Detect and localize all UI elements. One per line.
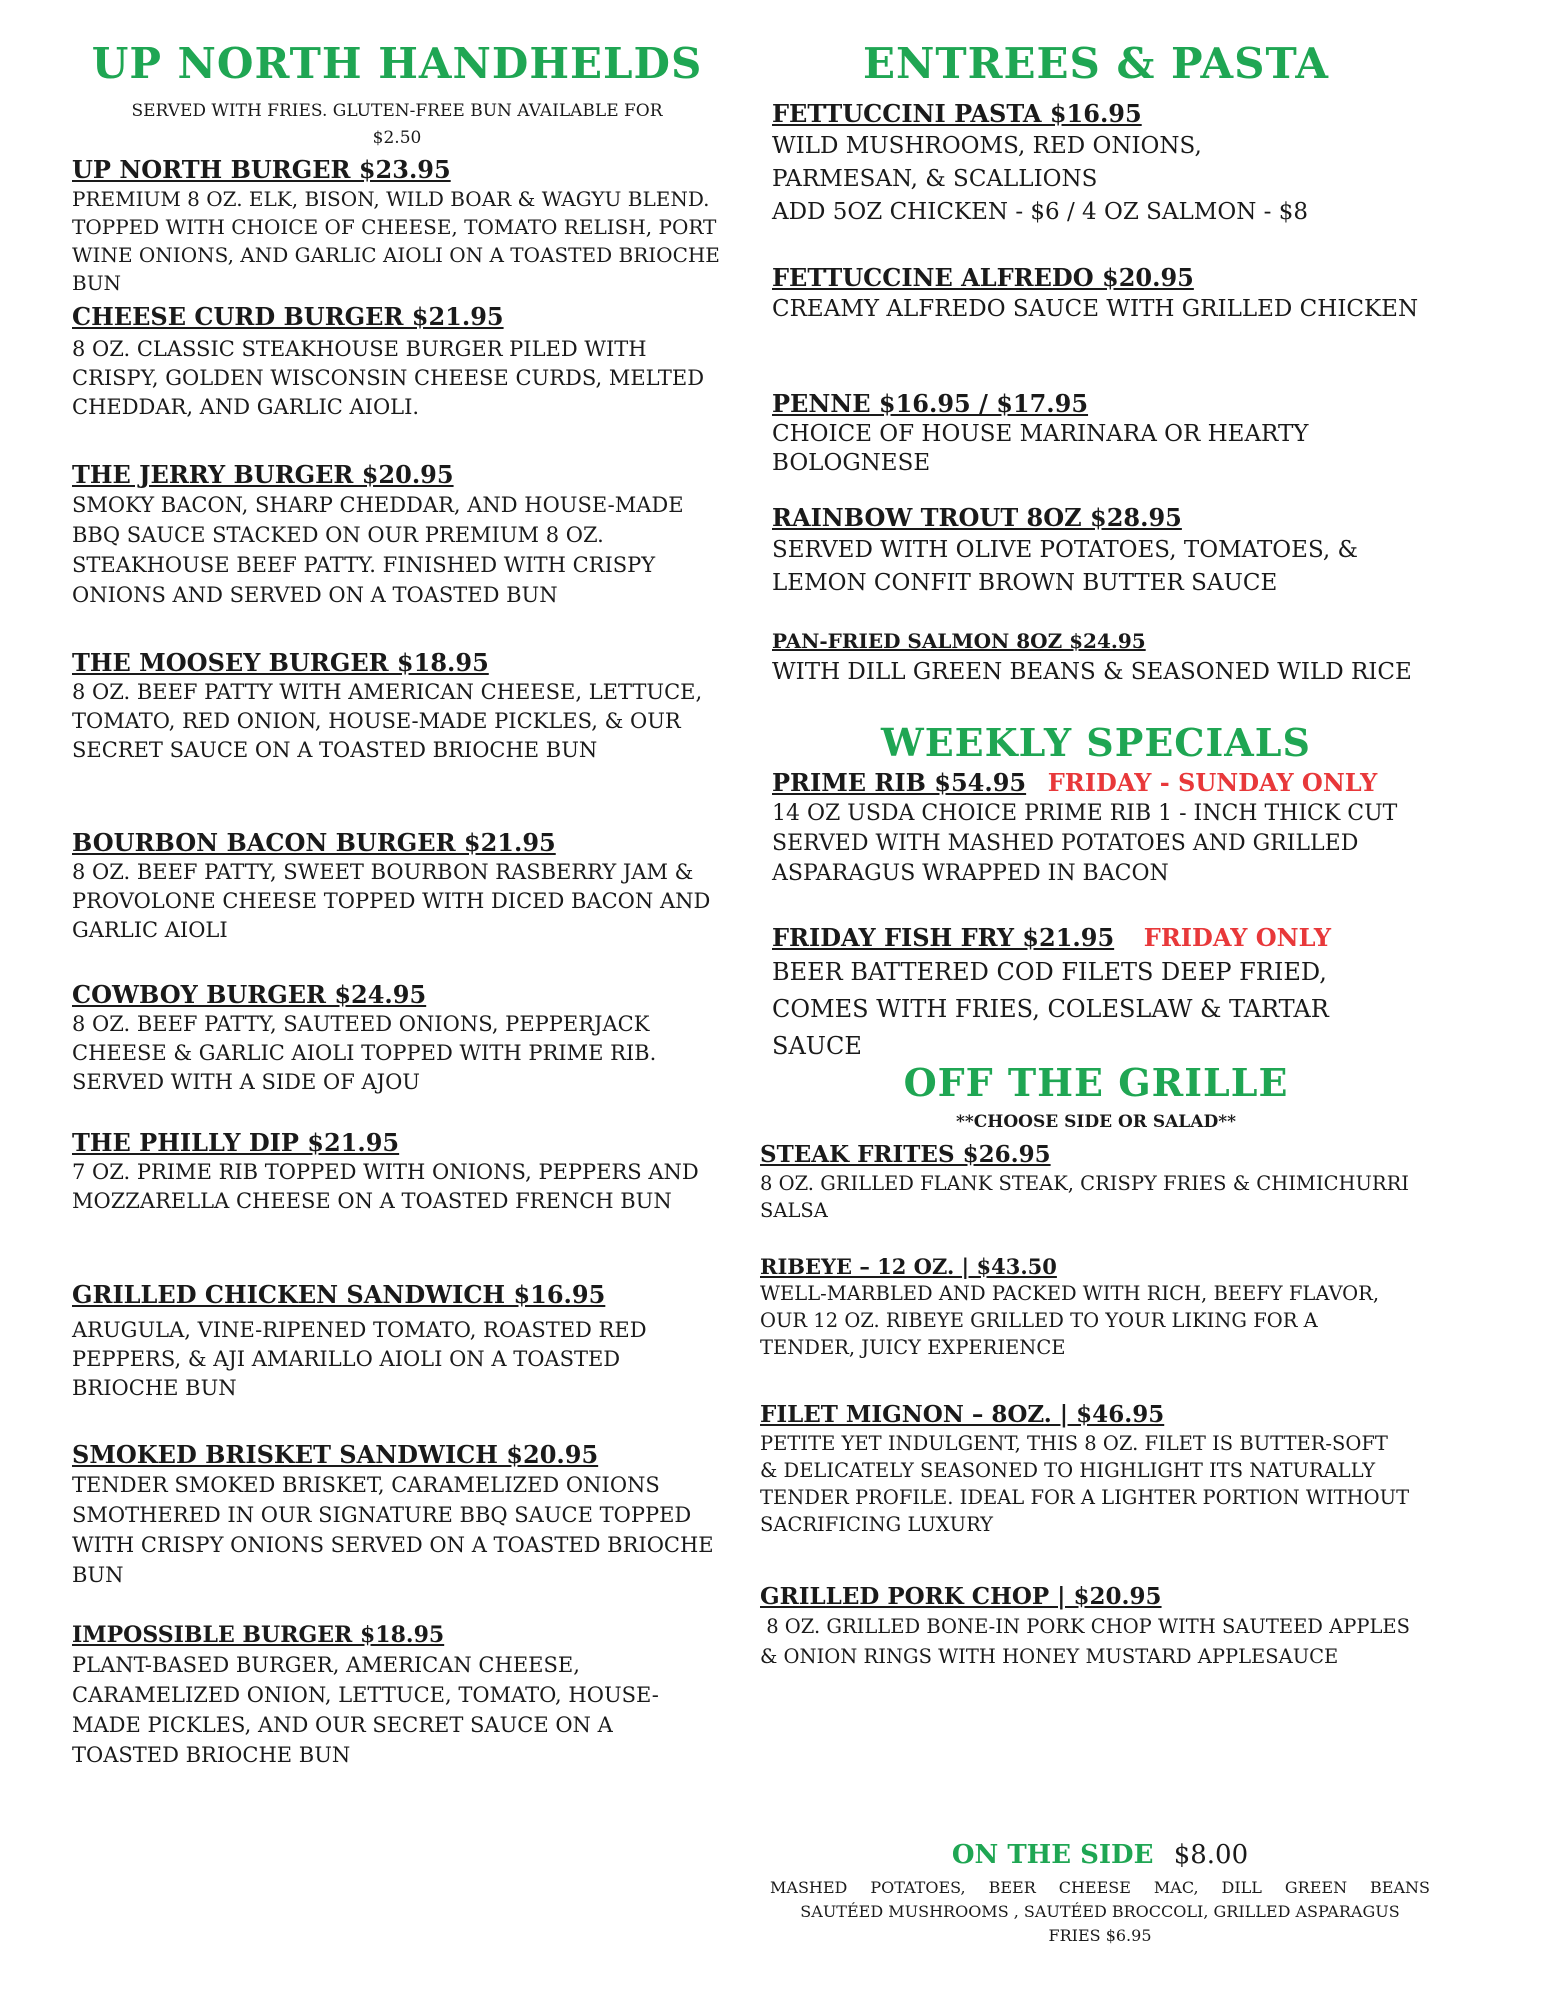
item-description: BEER BATTERED COD FILETS DEEP FRIED, COMES WITH FRIES, COLESLAW & TARTAR SAUCE	[772, 958, 1329, 1060]
menu-item	[72, 648, 722, 765]
menu-item	[760, 1582, 1417, 1672]
item-title: RIBEYE – 12 OZ. | $43.50	[760, 1254, 1057, 1279]
item-description: 8 OZ. BEEF PATTY WITH AMERICAN CHEESE, LETTUCE, TOMATO, RED ONION, HOUSE-MADE PICKLES, & OUR SECRET SAUCE ON A TOASTED BRIOCHE BUN	[72, 680, 703, 762]
item-title: UP NORTH BURGER $23.95	[72, 155, 451, 184]
menu-item	[760, 1400, 1410, 1538]
item-title: FILET MIGNON – 8OZ. | $46.95	[760, 1401, 1165, 1428]
item-description: PETITE YET INDULGENT, THIS 8 OZ. FILET IS BUTTER-SOFT & DELICATELY SEASONED TO HIGHLIGHT ITS NATURALLY TENDER PROFILE. IDEAL FOR A LIGHTER PORTION WITHOUT SACRIFICING LUXURY	[760, 1432, 1410, 1536]
item-title: RAINBOW TROUT 8OZ $28.95	[772, 503, 1182, 532]
sides-line-2: SAUTÉED MUSHROOMS , SAUTÉED BROCCOLI, GRILLED ASPARAGUS	[800, 1902, 1400, 1921]
item-description: 8 OZ. CLASSIC STEAKHOUSE BURGER PILED WITH CRISPY, GOLDEN WISCONSIN CHEESE CURDS, MELTED CHEDDAR, AND GARLIC AIOLI.	[72, 337, 705, 419]
item-description: WILD MUSHROOMS, RED ONIONS, PARMESAN, & SCALLIONS	[772, 133, 1202, 192]
menu-item	[760, 1254, 1410, 1361]
item-title: COWBOY BURGER $24.95	[72, 980, 427, 1009]
item-description: ARUGULA, VINE-RIPENED TOMATO, ROASTED RED PEPPERS, & AJI AMARILLO AIOLI ON A TOASTED BRIOCHE BUN	[72, 1318, 647, 1400]
item-description: 14 OZ USDA CHOICE PRIME RIB 1 - INCH THICK CUT SERVED WITH MASHED POTATOES AND GRILLED ASPARAGUS WRAPPED IN BACON	[772, 801, 1398, 886]
handhelds-note-line1: SERVED WITH FRIES. GLUTEN-FREE BUN AVAILABLE FOR	[131, 101, 663, 121]
menu-item	[772, 262, 1422, 325]
item-description: 8 OZ. BEEF PATTY, SAUTEED ONIONS, PEPPERJACK CHEESE & GARLIC AIOLI TOPPED WITH PRIME RIB. SERVED WITH A SIDE OF AJOU	[72, 1012, 657, 1094]
item-title: SMOKED BRISKET SANDWICH $20.95	[72, 1440, 599, 1469]
handhelds-title: UP NORTH HANDHELDS	[91, 39, 703, 88]
sides-title: ON THE SIDE	[951, 1840, 1154, 1870]
item-title-row	[772, 922, 1422, 954]
item-title: GRILLED PORK CHOP | $20.95	[760, 1583, 1162, 1610]
menu-item	[772, 388, 1422, 478]
item-title: THE PHILLY DIP $21.95	[72, 1128, 400, 1157]
item-description: SERVED WITH OLIVE POTATOES, TOMATOES, & LEMON CONFIT BROWN BUTTER SAUCE	[772, 537, 1358, 596]
sides-heading	[760, 1838, 1440, 1872]
item-description: TENDER SMOKED BRISKET, CARAMELIZED ONIONS SMOTHERED IN OUR SIGNATURE BBQ SAUCE TOPPED WITH CRISPY ONIONS SERVED ON A TOASTED BRIOCHE BUN	[72, 1473, 714, 1587]
entrees-title: ENTREES & PASTA	[862, 39, 1330, 88]
item-title: PAN-FRIED SALMON 8OZ $24.95	[772, 629, 1146, 653]
item-description: PREMIUM 8 OZ. ELK, BISON, WILD BOAR & WAGYU BLEND. TOPPED WITH CHOICE OF CHEESE, TOMATO RELISH, PORT WINE ONIONS, AND GARLIC AIOLI ON A TOASTED BRIOCHE BUN	[72, 187, 720, 295]
menu-item	[72, 302, 722, 422]
item-title: FRIDAY FISH FRY $21.95	[772, 923, 1115, 952]
menu-item	[72, 1440, 722, 1590]
item-title-row	[772, 767, 1422, 799]
sides-line-3: FRIES $6.95	[1048, 1926, 1152, 1945]
grille-note: **CHOOSE SIDE OR SALAD**	[956, 1112, 1236, 1132]
sides-list	[760, 1876, 1440, 1948]
item-title: CHEESE CURD BURGER $21.95	[72, 302, 504, 331]
item-title: THE MOOSEY BURGER $18.95	[72, 648, 489, 677]
sides-line-1: MASHED POTATOES, BEER CHEESE MAC, DILL GREEN BEANS	[770, 1878, 1430, 1897]
item-title: BOURBON BACON BURGER $21.95	[72, 828, 556, 857]
item-description: CHOICE OF HOUSE MARINARA OR HEARTY BOLOGNESE	[772, 421, 1309, 476]
sides-section	[760, 1838, 1440, 1948]
item-description: WITH DILL GREEN BEANS & SEASONED WILD RICE	[772, 659, 1412, 685]
handhelds-note	[72, 98, 722, 152]
menu-item	[772, 502, 1422, 600]
specials-title: WEEKLY SPECIALS	[881, 720, 1311, 765]
item-description: 8 OZ. GRILLED FLANK STEAK, CRISPY FRIES & CHIMICHURRI SALSA	[760, 1172, 1410, 1222]
item-description: 8 OZ. GRILLED BONE-IN PORK CHOP WITH SAUTEED APPLES & ONION RINGS WITH HONEY MUSTARD APPLESAUCE	[760, 1615, 1417, 1668]
item-title: PENNE $16.95 / $17.95	[772, 389, 1089, 418]
menu-item	[72, 460, 722, 610]
item-title: GRILLED CHICKEN SANDWICH $16.95	[72, 1280, 606, 1309]
availability-tag: FRIDAY - SUNDAY ONLY	[1047, 768, 1378, 797]
item-description: WELL-MARBLED AND PACKED WITH RICH, BEEFY FLAVOR, OUR 12 OZ. RIBEYE GRILLED TO YOUR LIKING FOR A TENDER, JUICY EXPERIENCE	[760, 1282, 1380, 1359]
sides-price: $8.00	[1173, 1840, 1249, 1870]
menu-item	[72, 1128, 722, 1216]
item-title: STEAK FRITES $26.95	[760, 1141, 1051, 1168]
item-title: IMPOSSIBLE BURGER $18.95	[72, 1622, 445, 1648]
item-description: 8 OZ. BEEF PATTY, SWEET BOURBON RASBERRY JAM & PROVOLONE CHEESE TOPPED WITH DICED BACON AND GARLIC AIOLI	[72, 860, 711, 942]
menu-item	[72, 1280, 722, 1403]
item-title: FETTUCCINE ALFREDO $20.95	[772, 263, 1194, 292]
menu-item	[772, 922, 1422, 1065]
item-description: PLANT-BASED BURGER, AMERICAN CHEESE, CARAMELIZED ONION, LETTUCE, TOMATO, HOUSE-MADE PICKLES, AND OUR SECRET SAUCE ON A TOASTED BRIOCHE BUN	[72, 1653, 659, 1767]
menu-item	[72, 155, 722, 297]
item-description: CREAMY ALFREDO SAUCE WITH GRILLED CHICKEN	[772, 296, 1419, 322]
item-title: FETTUCCINI PASTA $16.95	[772, 99, 1142, 128]
menu-item	[772, 767, 1422, 889]
item-addon: ADD 5OZ CHICKEN - $6 / 4 OZ SALMON - $8	[772, 199, 1308, 225]
menu-item	[72, 980, 722, 1097]
item-description: 7 OZ. PRIME RIB TOPPED WITH ONIONS, PEPPERS AND MOZZARELLA CHEESE ON A TOASTED FRENCH BUN	[72, 1160, 699, 1213]
item-title: THE JERRY BURGER $20.95	[72, 460, 454, 489]
handhelds-note-line2: $2.50	[372, 128, 422, 148]
menu-item	[72, 828, 722, 945]
menu-item	[72, 1620, 722, 1770]
menu-item	[772, 628, 1422, 690]
item-title: PRIME RIB $54.95	[772, 768, 1027, 797]
grille-title: OFF THE GRILLE	[903, 1060, 1289, 1105]
menu-item	[760, 1140, 1410, 1224]
availability-tag: FRIDAY ONLY	[1143, 923, 1332, 952]
item-description: SMOKY BACON, SHARP CHEDDAR, AND HOUSE-MADE BBQ SAUCE STACKED ON OUR PREMIUM 8 OZ. STEAKHOUSE BEEF PATTY. FINISHED WITH CRISPY ONIONS AND SERVED ON A TOASTED BUN	[72, 493, 684, 607]
menu-item	[772, 98, 1422, 229]
